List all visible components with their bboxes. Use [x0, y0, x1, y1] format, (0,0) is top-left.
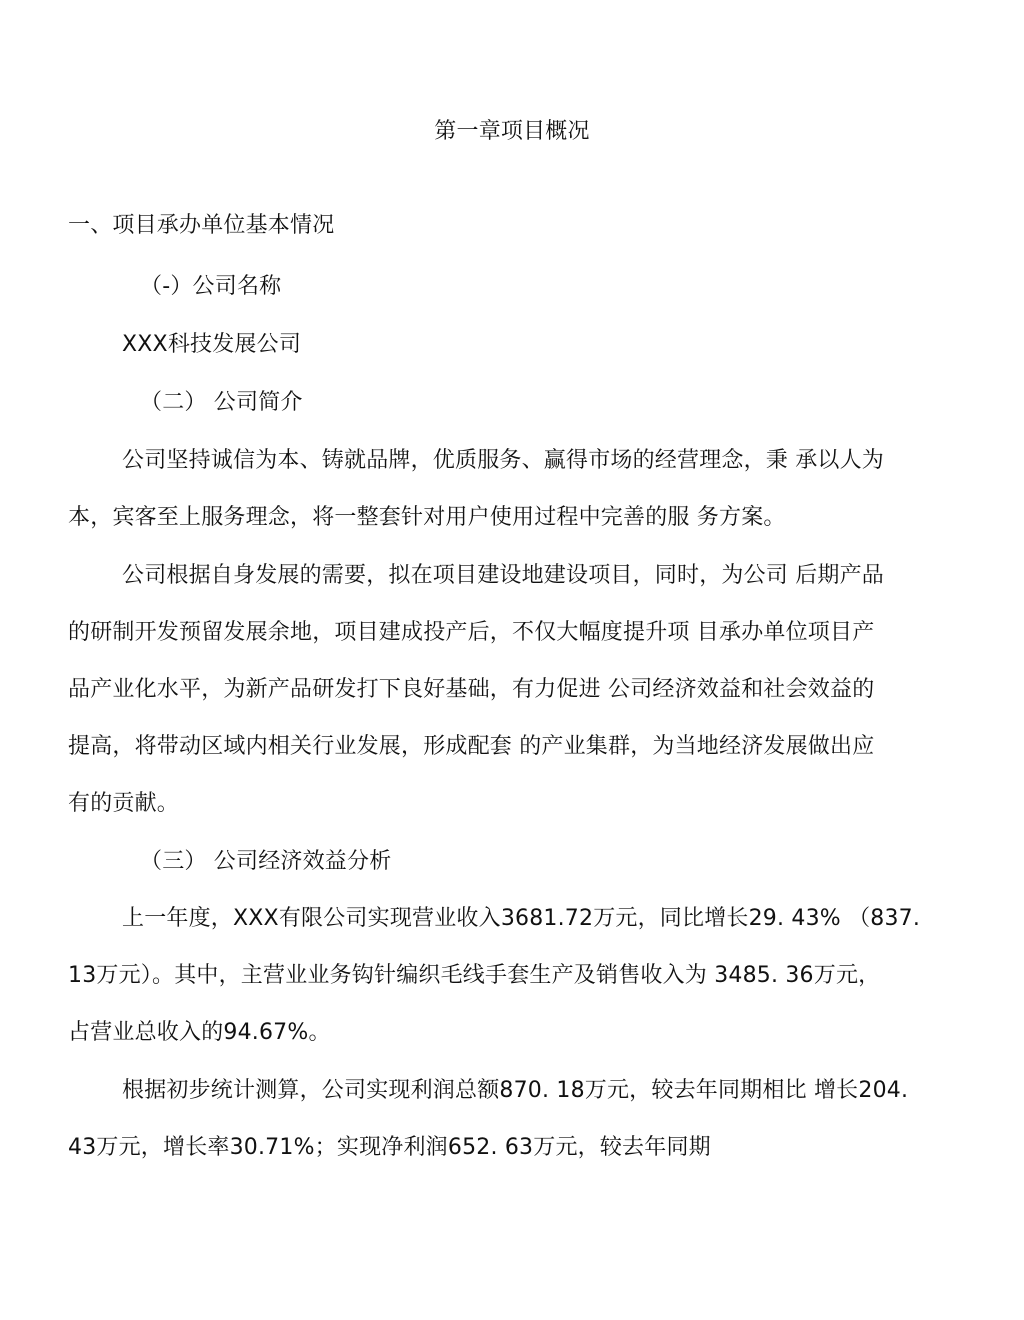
- company-name-text: XXX科技发展公司: [122, 332, 302, 357]
- section-heading: 一、项目承办单位基本情况: [68, 213, 335, 238]
- paragraph-line: 上一年度，XXX有限公司实现营业收入3681.72万元，同比增长29. 43% （837.: [122, 906, 921, 931]
- paragraph-line: 品产业化水平，为新产品研发打下良好基础，有力促进 公司经济效益和社会效益的: [68, 677, 875, 702]
- paragraph-line: 有的贡献。: [68, 791, 180, 816]
- chapter-title: 第一章项目概况: [434, 119, 590, 144]
- subsection-heading-economic-analysis: （三） 公司经济效益分析: [140, 849, 392, 874]
- subsection-heading-company-intro: （二） 公司简介: [140, 390, 303, 415]
- paragraph-line: 本，宾客至上服务理念，将一整套针对用户使用过程中完善的服 务方案。: [68, 505, 786, 530]
- paragraph-line: 占营业总收入的94.67%。: [68, 1020, 331, 1045]
- paragraph-line: 公司坚持诚信为本、铸就品牌，优质服务、赢得市场的经营理念，秉 承以人为: [122, 448, 884, 473]
- paragraph-line: 公司根据自身发展的需要，拟在项目建设地建设项目，同时，为公司 后期产品: [122, 563, 884, 588]
- subsection-heading-company-name: （-）公司名称: [140, 274, 282, 299]
- paragraph-line: 提高，将带动区域内相关行业发展，形成配套 的产业集群，为当地经济发展做出应: [68, 734, 875, 759]
- paragraph-line: 13万元）。其中，主营业业务钩针编织毛线手套生产及销售收入为 3485. 36万元，: [68, 963, 881, 988]
- paragraph-line: 的研制开发预留发展余地，项目建成投产后，不仅大幅度提升项 目承办单位项目产: [68, 620, 875, 645]
- paragraph-line: 43万元，增长率30.71%；实现净利润652. 63万元，较去年同期: [68, 1135, 711, 1160]
- paragraph-line: 根据初步统计测算，公司实现利润总额870. 18万元，较去年同期相比 增长204.: [122, 1078, 909, 1103]
